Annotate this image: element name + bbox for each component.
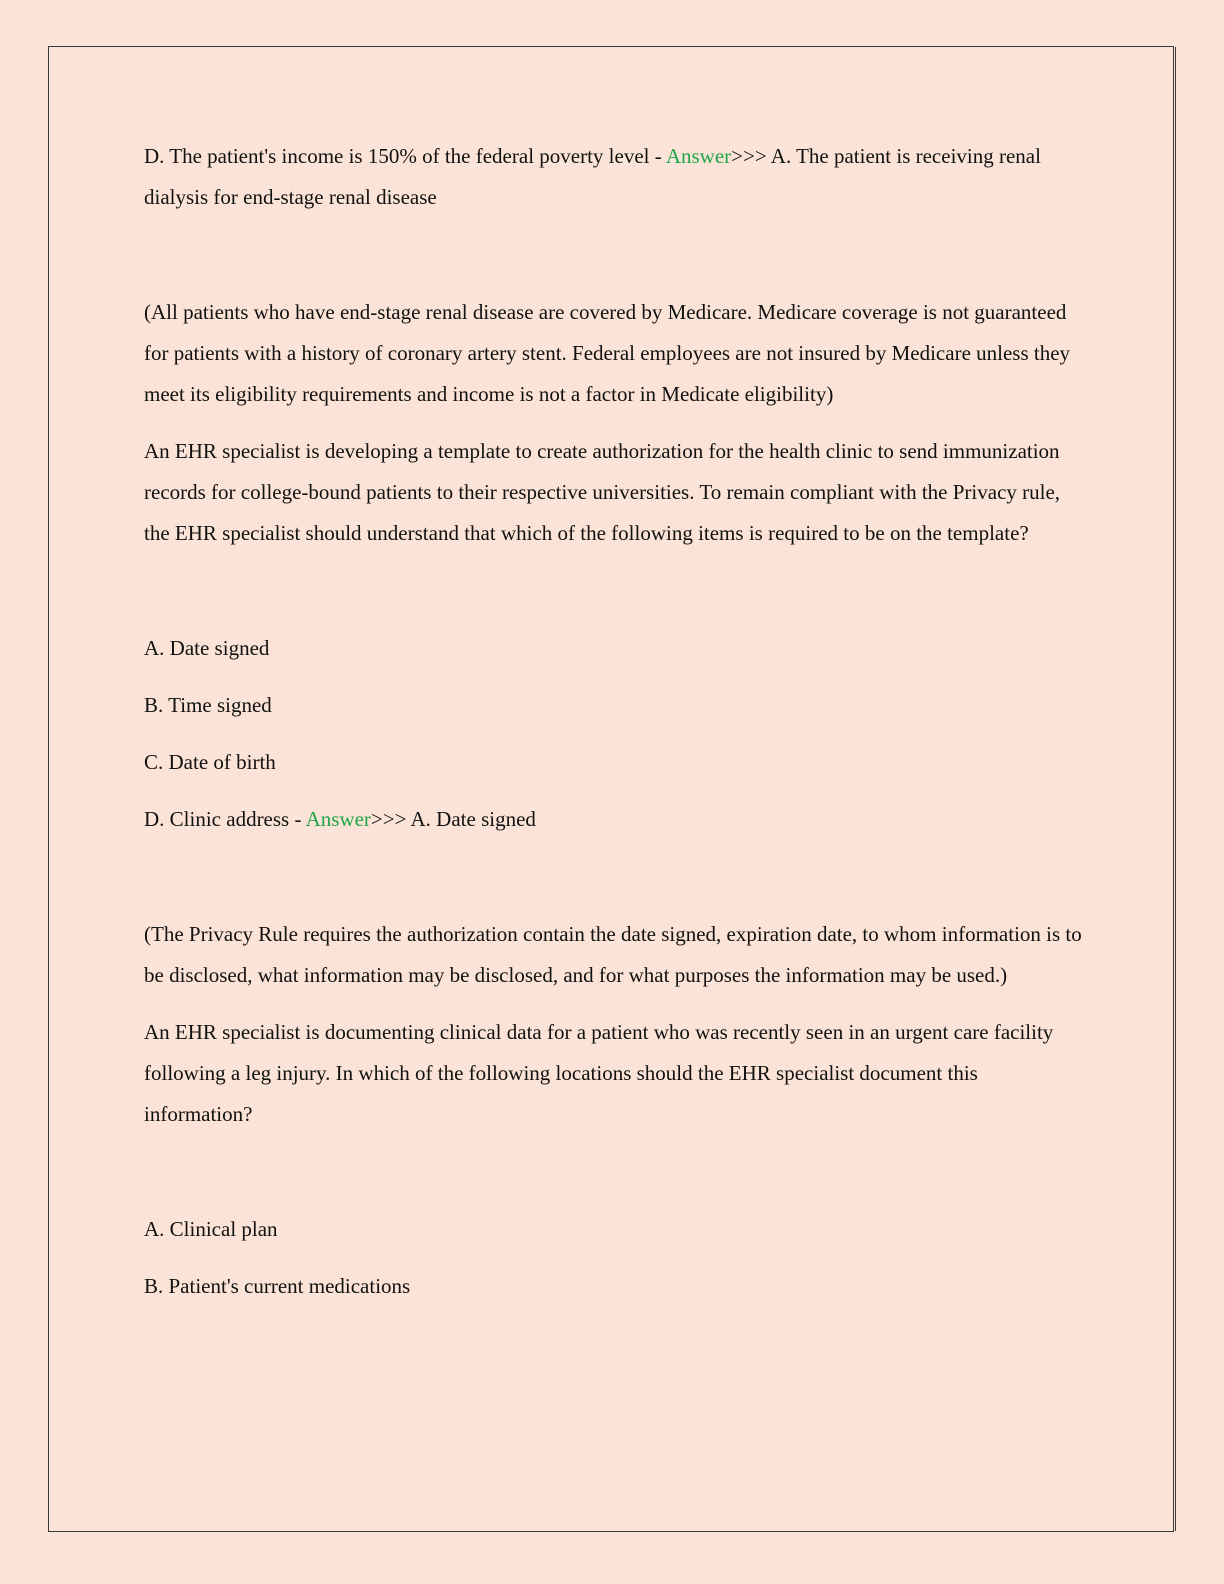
q1-option-d-with-answer bbox=[144, 136, 1084, 218]
q1-option-d: D. The patient's income is 150% of the federal poverty level - bbox=[144, 144, 666, 168]
q3-option-a: A. Clinical plan bbox=[144, 1217, 278, 1241]
q1-answer-label: Answer bbox=[665, 144, 732, 168]
document-body bbox=[144, 136, 1084, 1307]
q3-question: An EHR specialist is documenting clinical data for a patient who was recently seen in an urgent care facility following a leg injury. In which of the following locations should the EHR specialist document this information? bbox=[144, 1020, 1054, 1126]
q2-option-b: B. Time signed bbox=[144, 693, 272, 717]
q2-explanation: (The Privacy Rule requires the authorization contain the date signed, expiration date, to whom information is to be disclosed, what information may be disclosed, and for what purposes the information may be used.) bbox=[144, 922, 1082, 987]
q1-explanation: (All patients who have end-stage renal disease are covered by Medicare. Medicare coverage is not guaranteed for patients with a history of coronary artery stent. Federal employees are not insured by Medicare unless they meet its eligibility requirements and income is not a factor in Medicate eligibility) bbox=[144, 300, 1071, 406]
q2-option-d: D. Clinic address - bbox=[144, 807, 306, 831]
q2-answer-text: >>> A. Date signed bbox=[370, 807, 536, 831]
q2-option-d-with-answer bbox=[144, 799, 1084, 840]
q2-answer-label: Answer bbox=[305, 807, 371, 831]
q2-question: An EHR specialist is developing a template to create authorization for the health clinic to send immunization records for college-bound patients to their respective universities. To remain compliant with the Privacy rule, the EHR specialist should understand that which of the following items is required to be on the template? bbox=[144, 439, 1061, 545]
q2-option-c: C. Date of birth bbox=[144, 750, 276, 774]
q2-option-a: A. Date signed bbox=[144, 636, 270, 660]
q1-answer-text: >>> A. The patient is receiving renal dialysis for end-stage renal disease bbox=[144, 144, 1041, 209]
q3-option-b: B. Patient's current medications bbox=[144, 1274, 411, 1298]
